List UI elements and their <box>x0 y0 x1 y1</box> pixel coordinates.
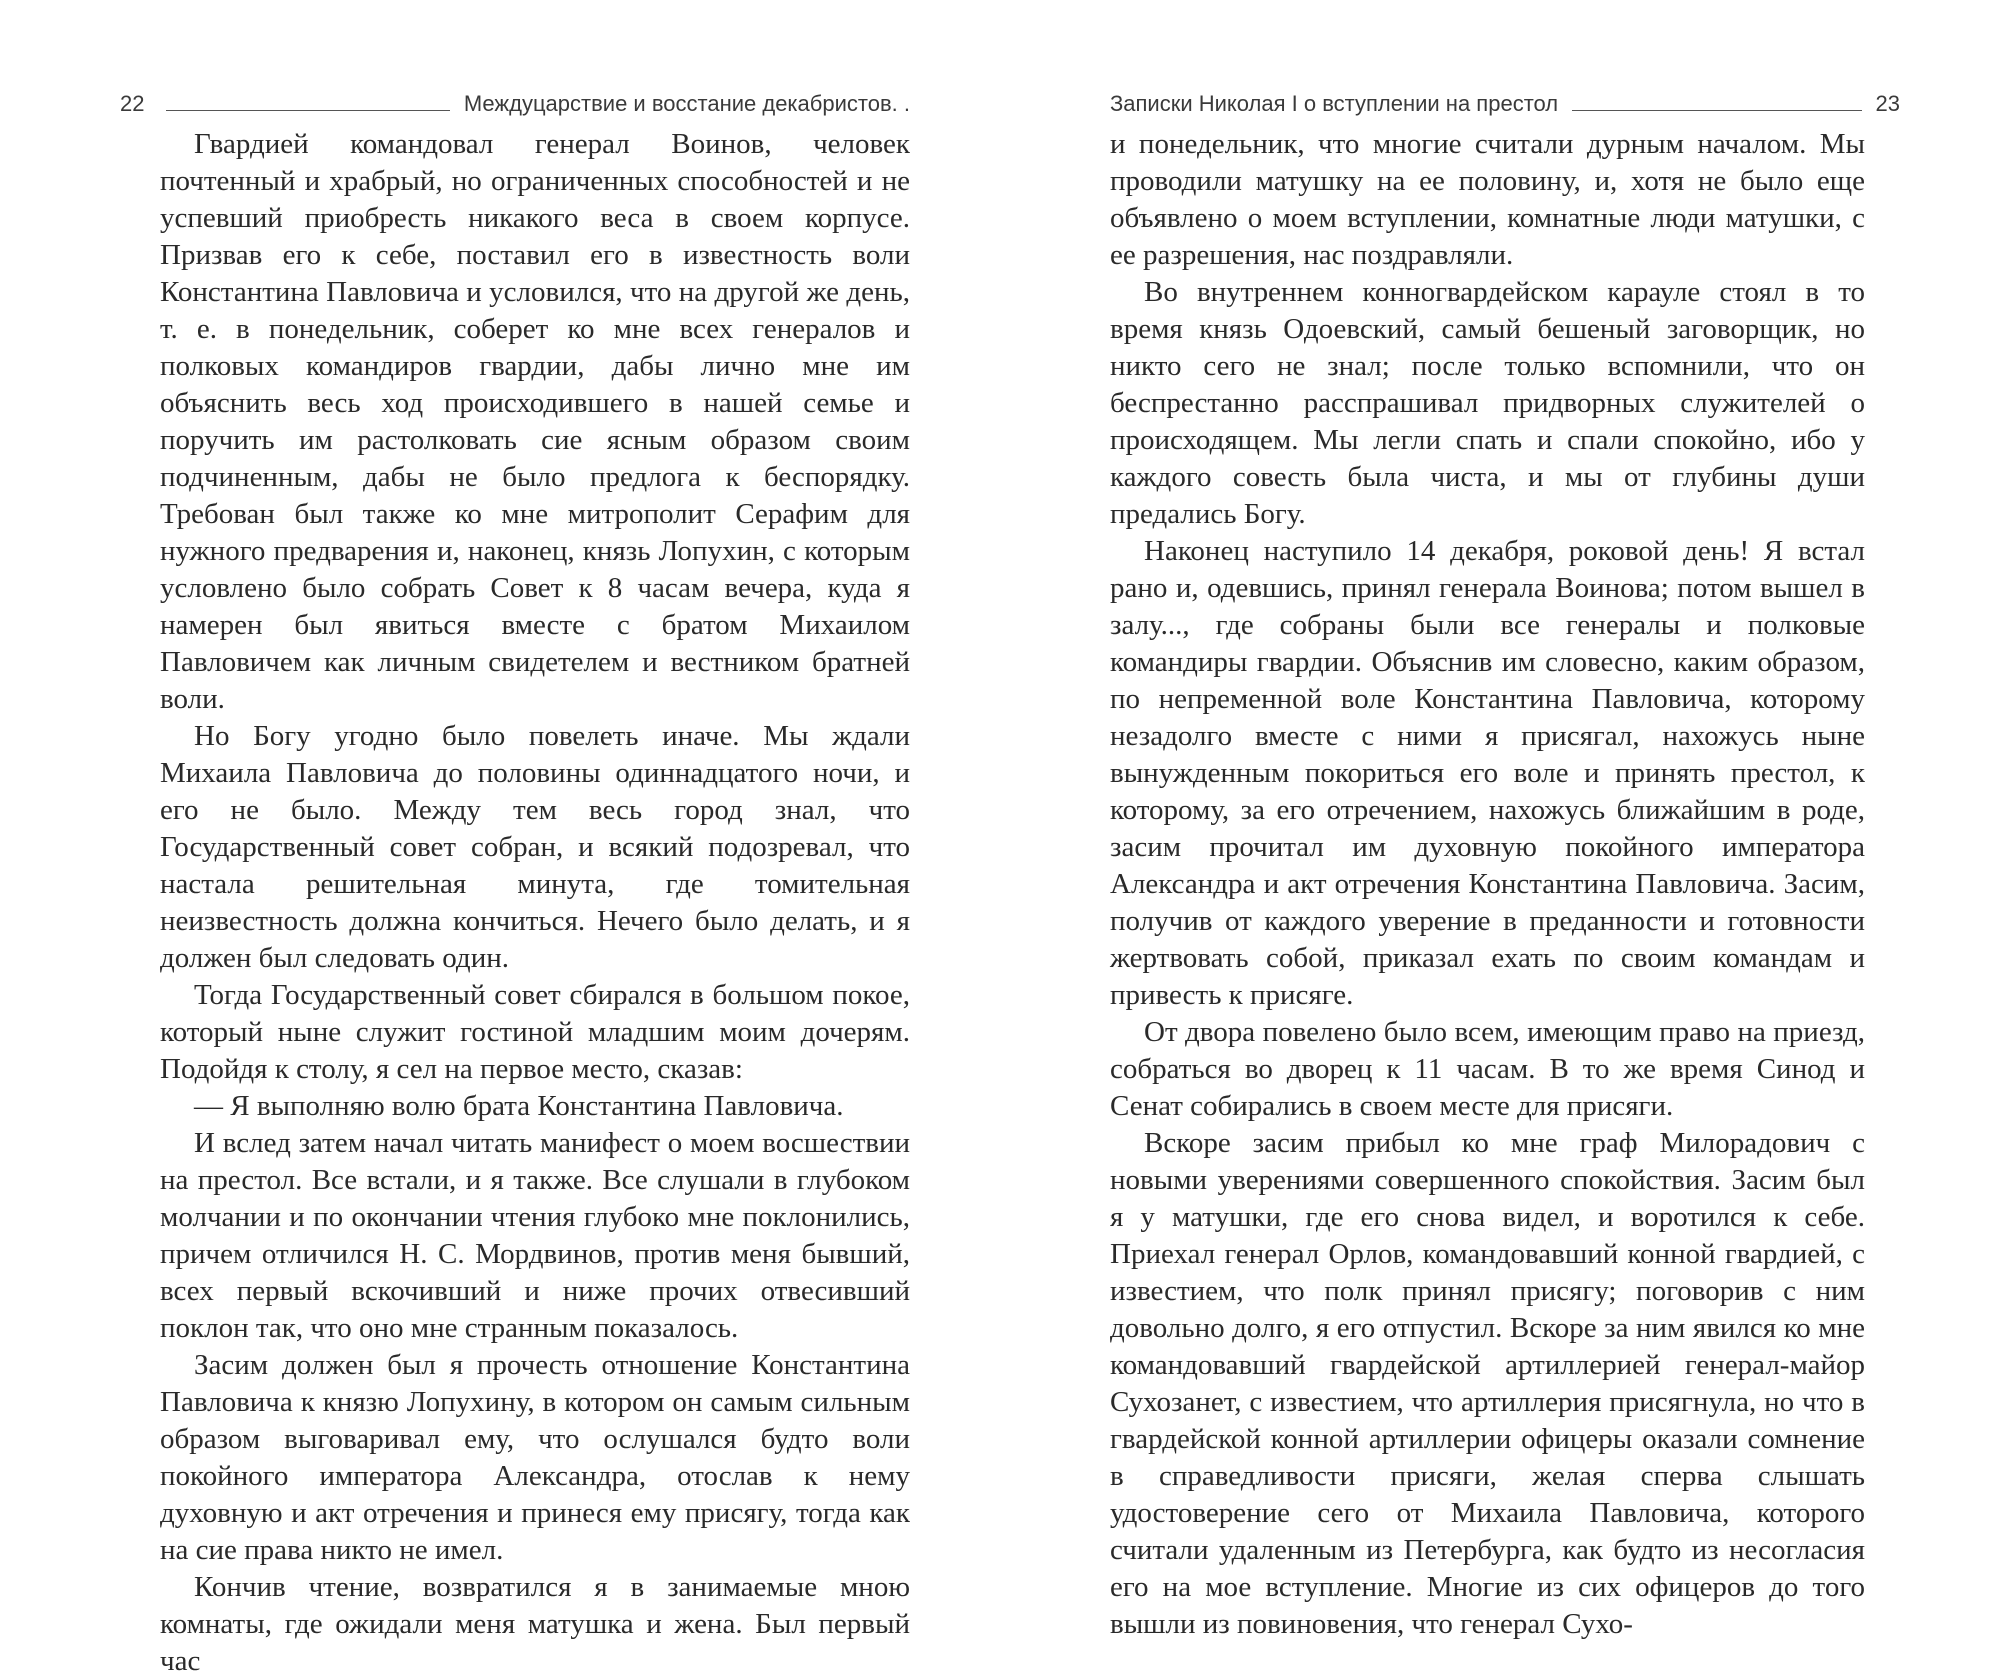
header-rule <box>166 110 449 111</box>
running-title: Записки Николая I о вступлении на престол <box>1110 91 1559 116</box>
paragraph: Гвардией командовал генерал Воинов, человек почтенный и храбрый, но ограниченных способностей и не успевший приобресть никакого веса в своем корпусе. Призвав его к себе, поставил его в известность воли Константина Павловича и условился, что на другой же день, т. е. в понедельник, соберет ко мне всех генералов и полковых командиров гвардии, дабы лично мне им объяснить весь ход происходившего в нашей семье и поручить им растолковать сие ясным образом своим подчиненным, дабы не было предлога к беспорядку. Требован был также ко мне митрополит Серафим для нужного предварения и, наконец, князь Лопухин, с которым условлено было собрать Совет к 8 часам вечера, куда я намерен был явиться вместе с братом Михаилом Павловичем как личным свидетелем и вестником братней воли. <box>160 128 910 715</box>
paragraph-continued: и понедельник, что многие считали дурным началом. Мы проводили матушку на ее половину, и, хотя не было еще объявлено о моем вступлении, комнатные люди матушки, с ее разрешения, нас поздравляли. <box>1110 128 1865 271</box>
left-page-header <box>120 82 910 116</box>
paragraph: От двора повелено было всем, имеющим право на приезд, собраться во дворец к 11 часам. В то же время Синод и Сенат собирались в своем месте для присяги. <box>1110 1016 1865 1122</box>
right-page-header <box>1110 82 1900 116</box>
right-page <box>1000 0 2000 1640</box>
paragraph: Засим должен был я прочесть отношение Константина Павловича к князю Лопухину, в котором он самым сильным образом выговаривал ему, что ослушался будто воли покойного императора Александра, отослав к нему духовную и акт отречения и принеся ему присягу, тогда как на сие права никто не имел. <box>160 1349 910 1566</box>
paragraph: Вскоре засим прибыл ко мне граф Милорадович с новыми уверениями совершенного спокойствия. Засим был я у матушки, где его снова видел, и воротился к себе. Приехал генерал Орлов, командовавший конной гвардией, с известием, что полк принял присягу; поговорив с ним довольно долго, я его отпустил. Вскоре за ним явился ко мне командовавший гвардейской артиллерией генерал-майор Сухозанет, с известием, что артиллерия присягнула, но что в гвардейской конной артиллерии офицеры оказали сомнение в справедливости присяги, желая сперва слышать удостоверение сего от Михаила Павловича, которого считали удаленным из Петербурга, как будто из несогласия его на мое вступление. Многие из сих офицеров до того вышли из повиновения, что генерал Сухо- <box>1110 1127 1865 1640</box>
page-number: 23 <box>1875 91 1900 116</box>
paragraph: Но Богу угодно было повелеть иначе. Мы ждали Михаила Павловича до половины одиннадцатого ночи, и его не было. Между тем весь город знал, что Государственный совет собран, и всякий подозревал, что настала решительная минута, где томительная неизвестность должна кончиться. Нечего было делать, и я должен был следовать один. <box>160 720 910 974</box>
dialogue-line: — Я выполняю волю брата Константина Павловича. <box>194 1090 844 1122</box>
left-page <box>0 0 1000 1677</box>
paragraph: Во внутреннем конногвардейском карауле стоял в то время князь Одоевский, самый бешеный заговорщик, но никто сего не знал; после только вспомнили, что он беспрестанно расспрашивал придворных служителей о происходящем. Мы легли спать и спали спокойно, ибо у каждого совесть была чиста, и мы от глубины души предались Богу. <box>1110 276 1865 530</box>
right-page-text <box>1110 126 1865 1643</box>
paragraph: Кончив чтение, возвратился я в занимаемые мною комнаты, где ожидали меня матушка и жена. Был первый час <box>160 1571 910 1677</box>
page-number: 22 <box>120 91 145 116</box>
paragraph: И вслед затем начал читать манифест о моем восшествии на престол. Все встали, и я также. Все слушали в глубоком молчании и по окончании чтения глубоко мне поклонились, причем отличился Н. С. Мордвинов, против меня бывший, всех первый вскочивший и ниже прочих отвесивший поклон так, что оно мне странным показалось. <box>160 1127 910 1344</box>
left-page-text <box>160 126 910 1680</box>
header-rule <box>1572 110 1861 111</box>
paragraph: Тогда Государственный совет сбирался в большом покое, который ныне служит гостиной младшим моим дочерям. Подойдя к столу, я сел на первое место, сказав: <box>160 979 910 1085</box>
running-title: Междуцарствие и восстание декабристов. . <box>463 91 910 116</box>
paragraph: Наконец наступило 14 декабря, роковой день! Я встал рано и, одевшись, принял генерала Воинова; потом вышел в залу..., где собраны были все генералы и полковые командиры гвардии. Объяснив им словесно, каким образом, по непременной воле Константина Павловича, которому незадолго вместе с ними я присягал, нахожусь ныне вынужденным покориться его воле и принять престол, к которому, за его отречением, нахожусь ближайшим в роде, засим прочитал им духовную покойного императора Александра и акт отречения Константина Павловича. Засим, получив от каждого уверение в преданности и готовности жертвовать собой, приказал ехать по своим командам и привесть к присяге. <box>1110 535 1865 1011</box>
